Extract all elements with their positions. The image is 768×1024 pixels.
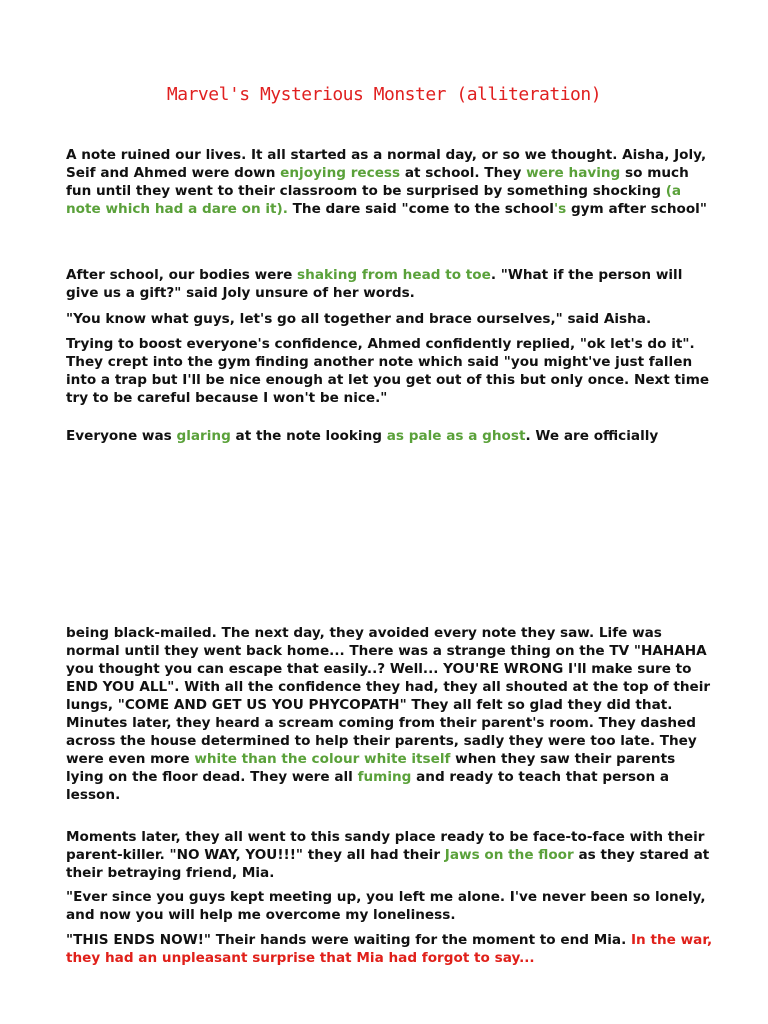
text-segment: Trying to boost everyone's confidence, Ahmed confidently replied, "ok let's do it". They crept into the gym finding another note which said "you might've just fallen into a trap but I'll be nice enough at let you get out of this but only once. Next time try to be careful because I won't be nice." bbox=[66, 336, 710, 406]
highlighted-phrase: fuming bbox=[357, 769, 412, 785]
text-segment: being black-mailed. The next day, they avoided every note they saw. Life was normal until they went back home... There was a strange thing on the TV "HAHAHA you thought you can escape that easily..? Well... YOU'RE WRONG I'll make sure to END YOU ALL". With all the confidence they had, they all shouted at the top of their lungs, "COME AND GET US YOU PHYCOPATH" They all felt so glad they did that. Minutes later, they heard a scream coming from their parent's room. They dashed across the house determined to help their parents, sadly they were too late. They were even more bbox=[66, 625, 711, 767]
text-segment: and ready to teach that person a lesson. bbox=[66, 769, 670, 803]
text-segment: The dare said "come to the school bbox=[287, 201, 554, 217]
highlighted-phrase: enjoying recess bbox=[280, 165, 401, 181]
paragraph-1 bbox=[66, 146, 716, 218]
document-title: Marvel's Mysterious Monster (alliteration) bbox=[166, 84, 602, 105]
highlighted-phrase: as pale as a ghost bbox=[386, 428, 526, 444]
text-segment: when they saw their parents lying on the floor dead. They were all bbox=[66, 751, 676, 785]
highlighted-phrase: glaring bbox=[176, 428, 231, 444]
text-segment: . We are officially bbox=[525, 428, 659, 444]
highlighted-phrase: white than the colour white itself bbox=[194, 751, 451, 767]
text-segment: "THIS ENDS NOW!" Their hands were waiting for the moment to end Mia. bbox=[66, 932, 631, 948]
text-segment: "Ever since you guys kept meeting up, you left me alone. I've never been so lonely, and now you will help me overcome my loneliness. bbox=[66, 889, 706, 923]
highlighted-phrase: (a note which had a dare on it). bbox=[66, 183, 682, 217]
paragraph-8 bbox=[66, 888, 716, 924]
highlighted-phrase: were having bbox=[526, 165, 621, 181]
text-segment: so much fun until they went to their classroom to be surprised by something shocking bbox=[66, 165, 689, 199]
paragraph-2 bbox=[66, 266, 716, 302]
text-segment: gym after school" bbox=[566, 201, 707, 217]
highlighted-phrase: shaking from head to toe bbox=[297, 267, 491, 283]
text-segment: A note ruined our lives. It all started as a normal day, or so we thought. Aisha, Joly, Seif and Ahmed were down bbox=[66, 147, 707, 181]
highlighted-phrase: In the war, they had an unpleasant surprise that Mia had forgot to say... bbox=[66, 932, 713, 966]
highlighted-phrase: 's bbox=[553, 201, 567, 217]
paragraph-7 bbox=[66, 828, 716, 882]
paragraph-9 bbox=[66, 931, 716, 967]
paragraph-5 bbox=[66, 427, 716, 445]
paragraph-4 bbox=[66, 335, 716, 407]
text-segment: at school. They bbox=[400, 165, 527, 181]
text-segment: Moments later, they all went to this sandy place ready to be face-to-face with their parent-killer. "NO WAY, YOU!!!" they all had their bbox=[66, 829, 705, 863]
text-segment: at the note looking bbox=[230, 428, 387, 444]
highlighted-phrase: Jaws on the floor bbox=[444, 847, 574, 863]
text-segment: as they stared at their betraying friend, Mia. bbox=[66, 847, 710, 881]
text-segment: "You know what guys, let's go all together and brace ourselves," said Aisha. bbox=[66, 311, 652, 327]
paragraph-3 bbox=[66, 310, 716, 328]
text-segment: Everyone was bbox=[66, 428, 177, 444]
text-segment: After school, our bodies were bbox=[66, 267, 298, 283]
paragraph-6 bbox=[66, 624, 716, 804]
text-segment: . "What if the person will give us a gift?" said Joly unsure of her words. bbox=[66, 267, 683, 301]
